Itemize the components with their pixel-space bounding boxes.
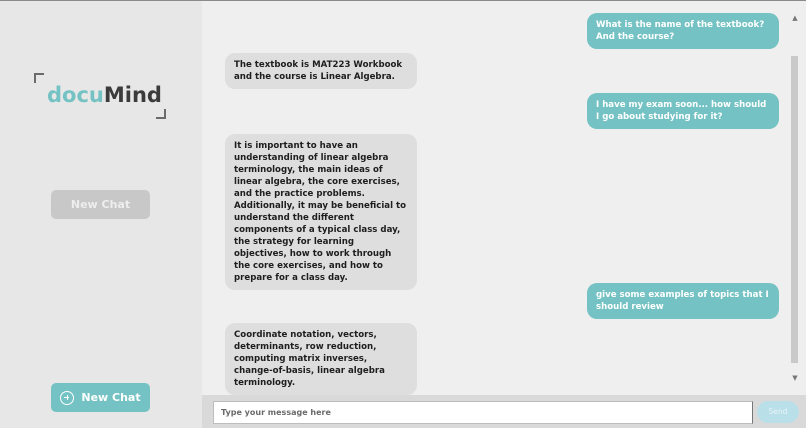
sidebar xyxy=(0,1,202,428)
new-chat-label: New Chat xyxy=(81,391,141,404)
assistant-message: The textbook is MAT223 Workbook and the course is Linear Algebra. xyxy=(225,53,417,89)
message-input[interactable] xyxy=(213,401,753,424)
logo-corner-bracket-icon xyxy=(34,73,44,83)
chat-scrollbar[interactable] xyxy=(788,1,802,395)
documind-logo xyxy=(34,73,166,119)
plus-circle-icon xyxy=(60,391,74,405)
scroll-up-arrow-icon[interactable]: ▲ xyxy=(792,14,798,22)
new-chat-button-disabled[interactable]: New Chat xyxy=(51,190,150,219)
assistant-message: Coordinate notation, vectors, determinants, row reduction, computing matrix inverses, change-of-basis, linear algebra terminology. xyxy=(225,323,417,395)
chat-history xyxy=(202,1,806,395)
scroll-down-arrow-icon[interactable]: ▼ xyxy=(792,374,798,382)
assistant-message: It is important to have an understanding of linear algebra terminology, the main ideas of linear algebra, the core exercises, and the practice problems. Additionally, it may be beneficial to understand the different components of a typical class day, the strategy for learning objectives, how to work through the core exercises, and how to prepare for a class day. xyxy=(225,134,417,290)
scrollbar-thumb[interactable] xyxy=(791,56,798,363)
logo-corner-bracket-icon xyxy=(156,109,166,119)
new-chat-button[interactable] xyxy=(51,383,150,412)
user-message: What is the name of the textbook? And the course? xyxy=(587,13,779,49)
user-message: I have my exam soon... how should I go about studying for it? xyxy=(587,93,779,129)
logo-wordmark: docuMind xyxy=(47,83,162,107)
send-button[interactable]: Send xyxy=(757,401,799,423)
composer xyxy=(202,395,806,428)
user-message: give some examples of topics that I should review xyxy=(587,283,779,319)
